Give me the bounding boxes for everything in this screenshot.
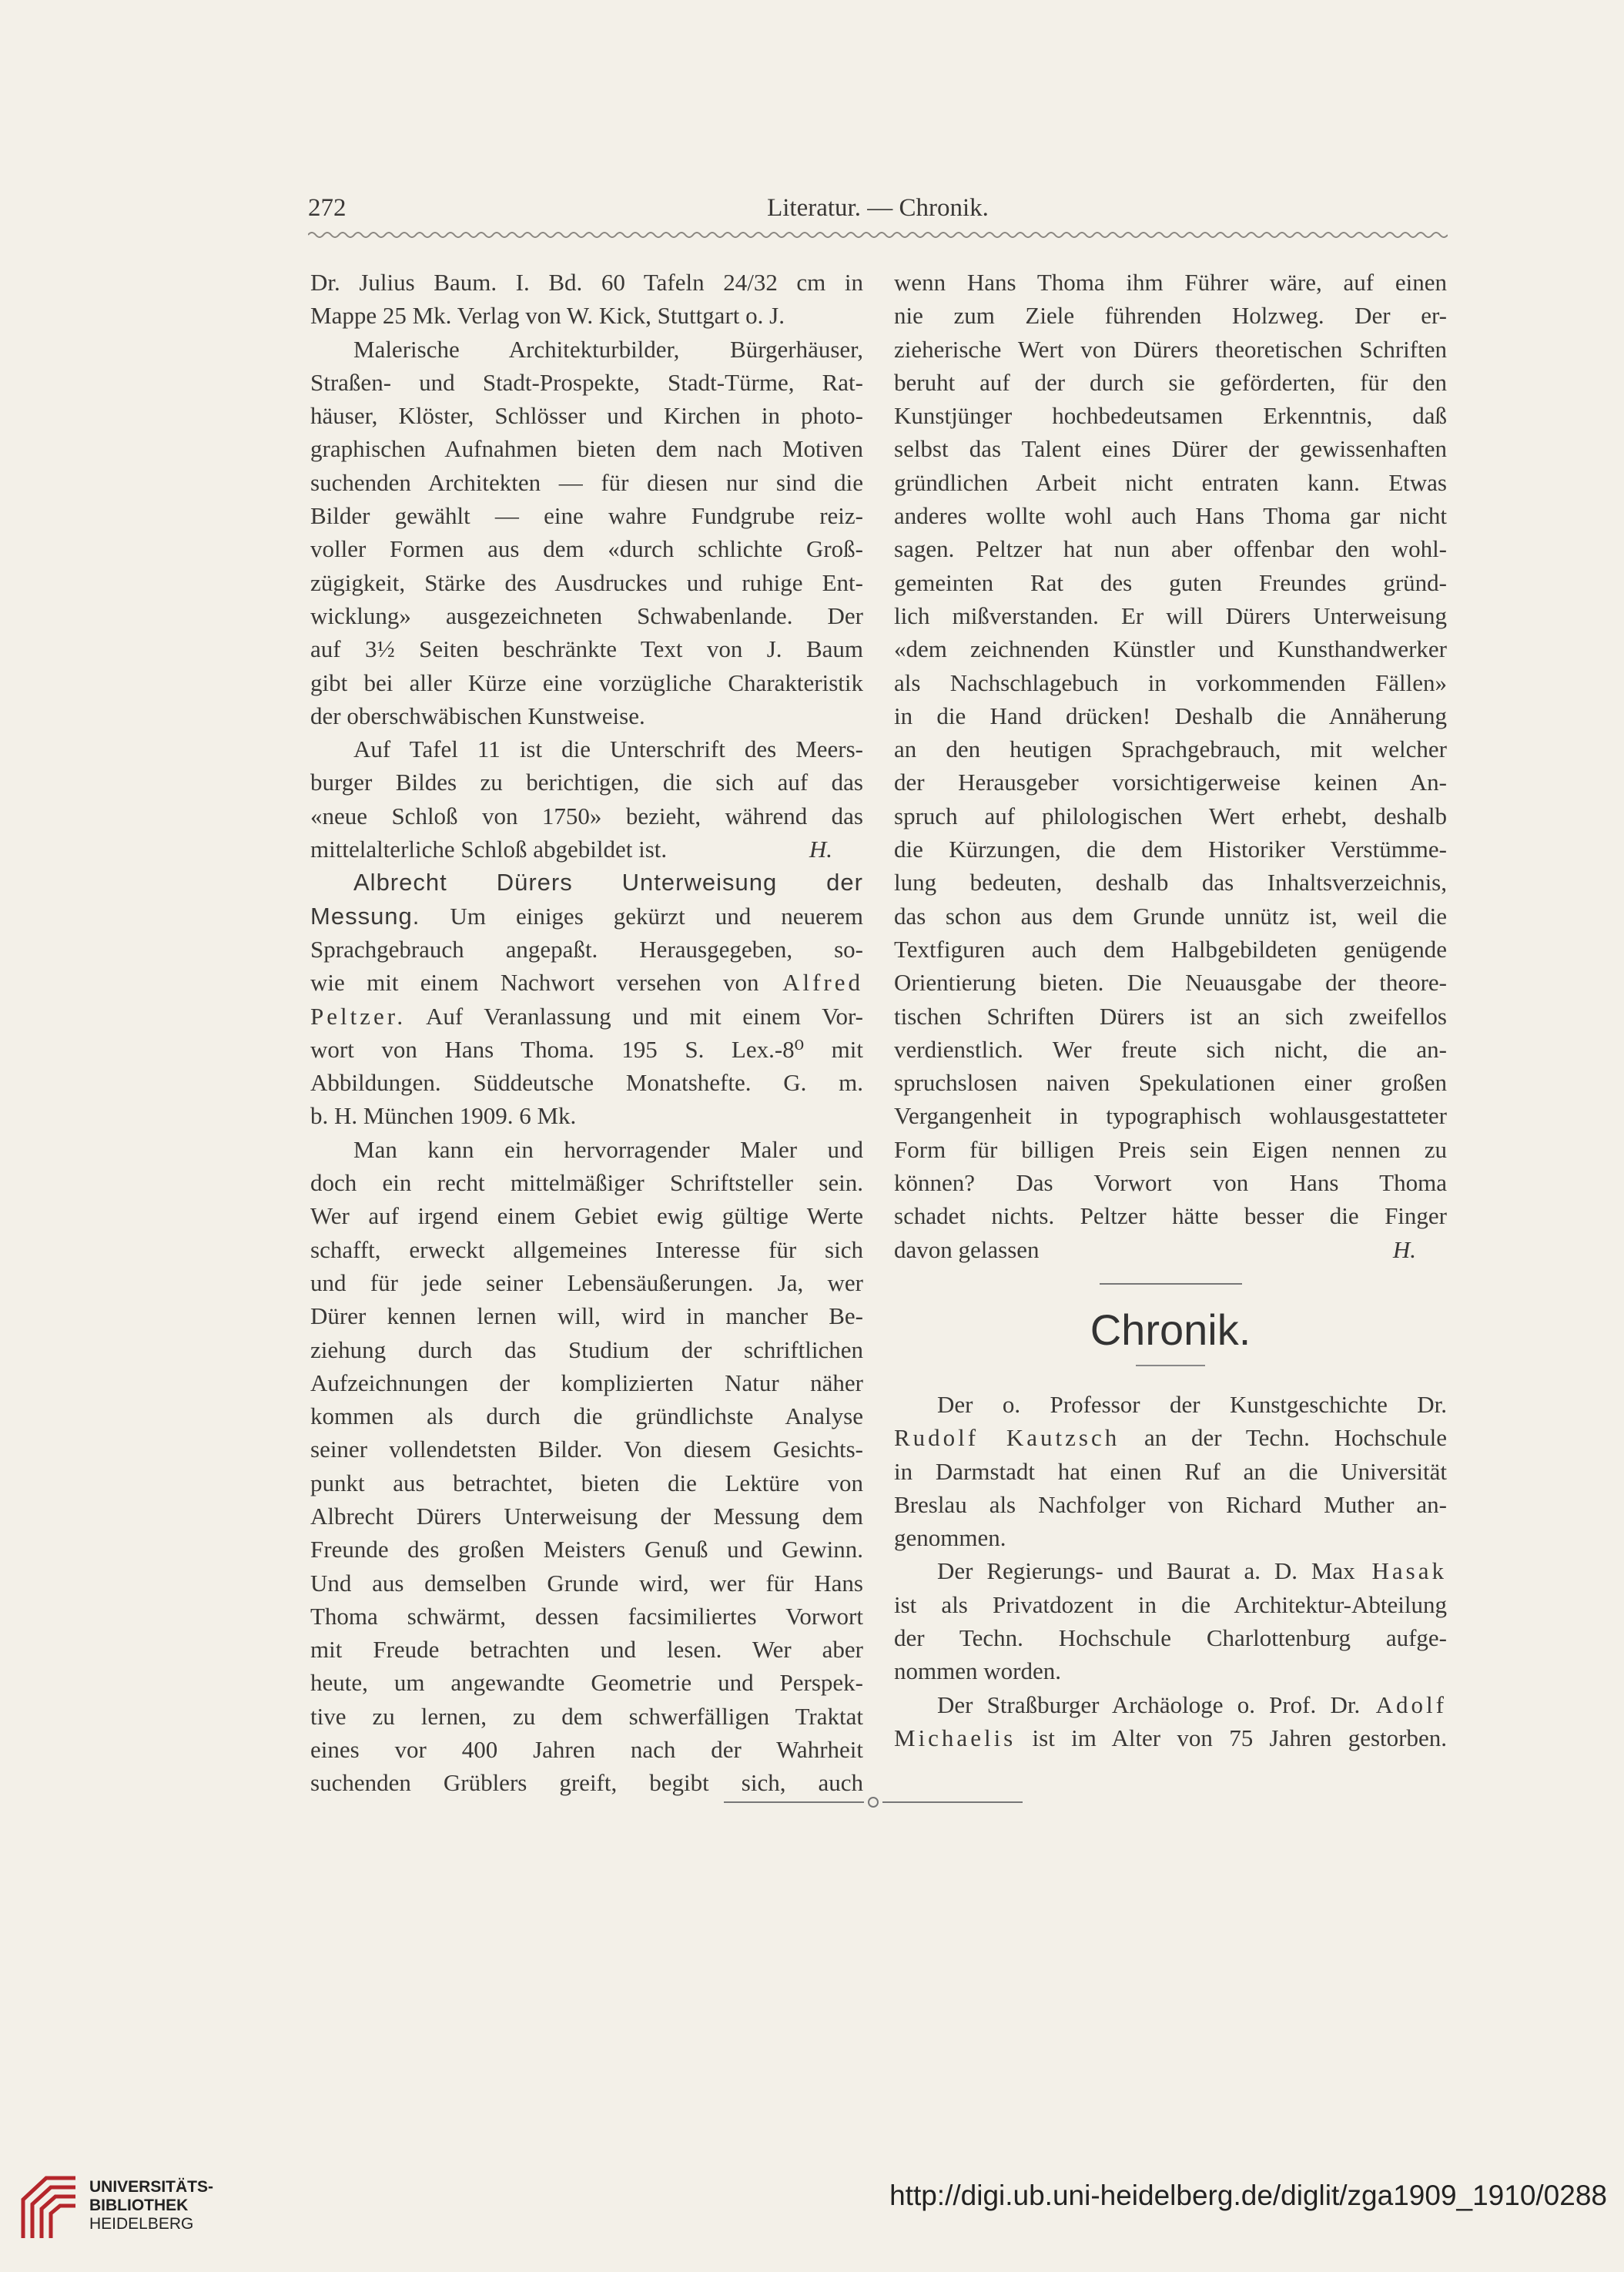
author-signature: H. [809,836,832,863]
line-text: Der o. Professor der Kunstgeschichte Dr. [937,1390,1447,1418]
line-text: der oberschwäbischen Kunstweise. [310,702,645,729]
text-line [310,900,863,933]
line-text: Der Straßburger Archäologe o. Prof. Dr. [937,1691,1361,1718]
text-line [310,1166,863,1199]
text-line [310,299,863,332]
library-name [89,2178,213,2233]
line-text: Textfiguren auch dem Halbgebildeten genügende [894,935,1447,963]
section-divider [1100,1283,1242,1285]
line-text: suchenden Grüblers greift, begibt sich, auch [310,1769,863,1797]
text-line [894,266,1447,299]
logo-line-2: BIBLIOTHEK [89,2197,189,2214]
line-text: Der Regierungs- und Baurat a. D. Max [937,1557,1355,1585]
line-text: können? Das Vorwort von Hans Thoma [894,1169,1447,1197]
line-text: sagen. Peltzer hat nun aber offenbar den wohl- [894,535,1447,563]
text-line [894,1588,1447,1621]
text-line [894,333,1447,366]
logo-line-1: UNIVERSITÄTS- [89,2178,214,2196]
line-text: an der Techn. Hochschule [1120,1424,1447,1452]
text-line [310,1333,863,1366]
text-line [310,766,863,799]
line-text: Orientierung bieten. Die Neuausgabe der theore- [894,969,1447,997]
text-line [894,1066,1447,1099]
chronik-heading: Chronik. [1090,1305,1251,1354]
line-text: beruht auf der durch sie geförderten, für den [894,368,1447,396]
text-line [310,432,863,465]
line-text: gründlichen Arbeit nicht entraten kann. Etwas [894,468,1447,496]
wavy-header-rule [308,230,1448,240]
line-text: schafft, erweckt allgemeines Interesse für sich [310,1235,863,1263]
text-line [894,833,1447,866]
line-text: suchenden Architekten — für diesen nur sind die [310,468,863,496]
line-text: graphischen Aufnahmen bieten dem nach Motiven [310,435,863,463]
text-line [310,1600,863,1633]
line-text: eines vor 400 Jahren nach der Wahrheit [310,1736,863,1764]
line-text: Und aus demselben Grunde wird, wer für Hans [310,1569,863,1597]
line-text: spruchslosen naiven Spekulationen einer großen [894,1069,1447,1097]
line-text: lich mißverstanden. Er will Dürers Unterweisung [894,602,1447,629]
chronik-body [894,1388,1447,1754]
text-line [894,1554,1447,1587]
logo-line-3: HEIDELBERG [89,2215,194,2233]
text-line [310,333,863,366]
text-line [310,699,863,732]
line-text: die Kürzungen, die dem Historiker Verstümme- [894,836,1447,863]
text-line [310,399,863,432]
text-line [894,1621,1447,1654]
text-line [310,799,863,833]
line-text: «neue Schloß von 1750» bezieht, während das [310,802,863,829]
page-header [308,194,1448,233]
line-text: Kunstjünger hochbedeutsamen Erkenntnis, daß [894,402,1447,430]
line-text: verdienstlich. Wer freute sich nicht, die an- [894,1035,1447,1063]
text-line [894,432,1447,465]
line-text: der Techn. Hochschule Charlottenburg aufge- [894,1624,1447,1651]
text-line [894,1721,1447,1754]
text-line [894,466,1447,499]
spaced-name: Adolf [1360,1691,1447,1718]
line-text: Breslau als Nachfolger von Richard Muther an- [894,1490,1447,1518]
line-text: ziehung durch das Studium der schriftlichen [310,1335,863,1363]
text-line [310,1066,863,1099]
line-text: Man kann ein hervorragender Maler und [353,1135,863,1163]
line-text: gemeinten Rat des guten Freundes gründ- [894,568,1447,596]
text-line [894,1421,1447,1454]
text-line [894,732,1447,766]
page-number: 272 [308,194,347,222]
line-text: Wer auf irgend einem Gebiet ewig gültige Werte [310,1202,863,1230]
line-text: auf 3½ Seiten beschränkte Text von J. Baum [310,635,863,663]
text-line [310,599,863,632]
line-text: spruch auf philologischen Wert erhebt, deshalb [894,802,1447,829]
text-line [310,1000,863,1033]
spaced-name: Rudolf Kautzsch [894,1424,1120,1452]
text-line [310,632,863,665]
text-line [310,1233,863,1266]
text-line [310,366,863,399]
text-line [310,1299,863,1332]
text-line [310,532,863,565]
line-text: Albrecht Dürers Unterweisung der [353,869,863,896]
line-text: nommen worden. [894,1657,1061,1685]
text-line [894,1688,1447,1721]
line-text: ist im Alter von 75 Jahren gestorben. [1016,1724,1447,1751]
library-logo[interactable] [15,2169,231,2254]
line-text: burger Bildes zu berichtigen, die sich auf das [310,769,863,796]
text-line [894,366,1447,399]
line-text: seiner vollendetsten Bilder. Von diesem Gesichts- [310,1436,863,1463]
line-text: tive zu lernen, zu dem schwerfälligen Traktat [310,1702,863,1730]
text-line [894,399,1447,432]
text-line [894,1199,1447,1232]
line-text: punkt aus betrachtet, bieten die Lektüre von [310,1469,863,1496]
text-line [310,866,863,899]
text-line [894,1388,1447,1421]
text-line [310,833,863,866]
line-text: und für jede seiner Lebensäußerungen. Ja, wer [310,1268,863,1296]
line-text: gibt bei aller Kürze eine vorzügliche Charakteristik [310,669,863,696]
line-text: nie zum Ziele führenden Holzweg. Der er- [894,302,1447,330]
review-continuation [894,266,1447,1266]
text-line [310,266,863,299]
spaced-name: Peltzer. [310,1002,407,1030]
line-text: Dr. Julius Baum. I. Bd. 60 Tafeln 24/32 cm in [310,269,863,296]
left-column [310,266,863,1800]
text-line [310,732,863,766]
text-line [310,1399,863,1433]
text-line [894,699,1447,732]
line-text: Mappe 25 Mk. Verlag von W. Kick, Stuttgart o. J. [310,302,785,330]
line-text: b. H. München 1909. 6 Mk. [310,1102,577,1130]
line-text: häuser, Klöster, Schlösser und Kirchen in photo- [310,402,863,430]
line-text: Um einiges gekürzt und neuerem [420,902,863,930]
text-line [310,566,863,599]
line-text: Freunde des großen Meisters Genuß und Gewinn. [310,1536,863,1563]
line-text: Straßen- und Stadt-Prospekte, Stadt-Türme, Rat- [310,368,863,396]
text-line [894,532,1447,565]
text-line [894,1488,1447,1521]
text-line [310,466,863,499]
right-column [894,266,1447,1754]
line-text: doch ein recht mittelmäßiger Schriftsteller sein. [310,1169,863,1197]
line-text: schadet nichts. Peltzer hätte besser die Finger [894,1202,1447,1230]
text-line [894,1233,1447,1266]
line-text: wicklung» ausgezeichneten Schwabenlande. Der [310,602,863,629]
line-text: an den heutigen Sprachgebrauch, mit welcher [894,736,1447,763]
line-text: Bilder gewählt — eine wahre Fundgrube reiz- [310,502,863,530]
text-line [310,966,863,999]
line-text: Malerische Architekturbilder, Bürgerhäuser, [353,335,863,363]
line-text: ist als Privatdozent in die Architektur-Abteilung [894,1590,1447,1618]
text-line [894,1166,1447,1199]
line-text: in Darmstadt hat einen Ruf an die Universität [894,1457,1447,1485]
text-line [894,799,1447,833]
running-title: Literatur. — Chronik. [767,194,989,222]
text-line [894,933,1447,966]
spaced-name: Alfred [758,969,863,997]
line-text: in die Hand drücken! Deshalb die Annäherung [894,702,1447,729]
line-text: zieherische Wert von Dürers theoretischen Schriften [894,335,1447,363]
text-line [894,1099,1447,1132]
text-line [310,1366,863,1399]
line-text: «dem zeichnenden Künstler und Kunsthandwerker [894,635,1447,663]
text-line [894,1455,1447,1488]
line-text: Form für billigen Preis sein Eigen nennen zu [894,1135,1447,1163]
text-line [894,299,1447,332]
author-signature: H. [1392,1235,1416,1263]
text-line [310,1133,863,1166]
spaced-name: Hasak [1354,1557,1447,1585]
line-text: wie mit einem Nachwort versehen von [310,969,759,997]
line-text: Vergangenheit in typographisch wohlausgestatteter [894,1102,1447,1130]
university-library-logo-icon [15,2169,83,2246]
line-text: Messung. [310,902,420,930]
line-text: tischen Schriften Dürers ist an sich zweifellos [894,1002,1447,1030]
text-line [894,766,1447,799]
line-text: Auf Tafel 11 ist die Unterschrift des Meers- [353,736,863,763]
end-ornament [724,1791,1032,1814]
text-line [894,499,1447,532]
line-text: anderes wollte wohl auch Hans Thoma gar nicht [894,502,1447,530]
spaced-name: Michaelis [894,1724,1016,1751]
text-line [894,1654,1447,1687]
line-text: wort von Hans Thoma. 195 S. Lex.-8⁰ mit [310,1035,863,1063]
text-line [310,1500,863,1533]
line-text: Sprachgebrauch angepaßt. Herausgegeben, so- [310,935,863,963]
text-line [310,1466,863,1500]
line-text: mit Freude betrachten und lesen. Wer aber [310,1636,863,1664]
text-line [310,666,863,699]
text-line [894,1000,1447,1033]
line-text: Aufzeichnungen der komplizierten Natur näher [310,1369,863,1396]
line-text: Auf Veranlassung und mit einem Vor- [406,1002,863,1030]
text-line [310,499,863,532]
permalink-url[interactable]: http://digi.ub.uni-heidelberg.de/diglit/zga1909_1910/0288 [889,2180,1607,2211]
line-text: davon gelassen [894,1235,1040,1263]
line-text: Albrecht Dürers Unterweisung der Messung dem [310,1502,863,1530]
line-text: als Nachschlagebuch in vorkommenden Fällen» [894,669,1447,696]
line-text: der Herausgeber vorsichtigerweise keinen An- [894,769,1447,796]
text-line [894,666,1447,699]
text-line [310,1099,863,1132]
text-line [310,1700,863,1733]
text-line [310,1033,863,1066]
line-text: kommen als durch die gründlichste Analyse [310,1402,863,1430]
line-text: zügigkeit, Stärke des Ausdruckes und ruhige Ent- [310,568,863,596]
line-text: das schon aus dem Grunde unnütz ist, weil die [894,902,1447,930]
text-line [894,599,1447,632]
line-text: Dürer kennen lernen will, wird in mancher Be- [310,1302,863,1330]
text-line [894,566,1447,599]
text-line [310,1733,863,1766]
line-text: Thoma schwärmt, dessen facsimiliertes Vorwort [310,1602,863,1630]
line-text: wenn Hans Thoma ihm Führer wäre, auf einen [894,269,1447,296]
line-text: genommen. [894,1524,1006,1552]
text-line [310,1433,863,1466]
line-text: heute, um angewandte Geometrie und Perspek- [310,1669,863,1697]
text-line [310,1199,863,1232]
text-line [894,1133,1447,1166]
text-line [310,1666,863,1699]
text-line [894,866,1447,899]
line-text: mittelalterliche Schloß abgebildet ist. [310,836,668,863]
line-text: lung bedeuten, deshalb das Inhaltsverzeichnis, [894,869,1447,896]
text-line [894,1521,1447,1554]
text-line [310,1266,863,1299]
text-line [894,632,1447,665]
text-line [894,966,1447,999]
line-text: voller Formen aus dem «durch schlichte Groß- [310,535,863,563]
line-text: Abbildungen. Süddeutsche Monatshefte. G. m. [310,1069,863,1097]
line-text: selbst das Talent eines Dürer der gewissenhaften [894,435,1447,463]
text-line [310,1567,863,1600]
text-line [894,1033,1447,1066]
text-line [894,900,1447,933]
text-line [310,1533,863,1566]
heading-underline [1136,1365,1205,1366]
text-line [310,933,863,966]
text-line [310,1633,863,1666]
